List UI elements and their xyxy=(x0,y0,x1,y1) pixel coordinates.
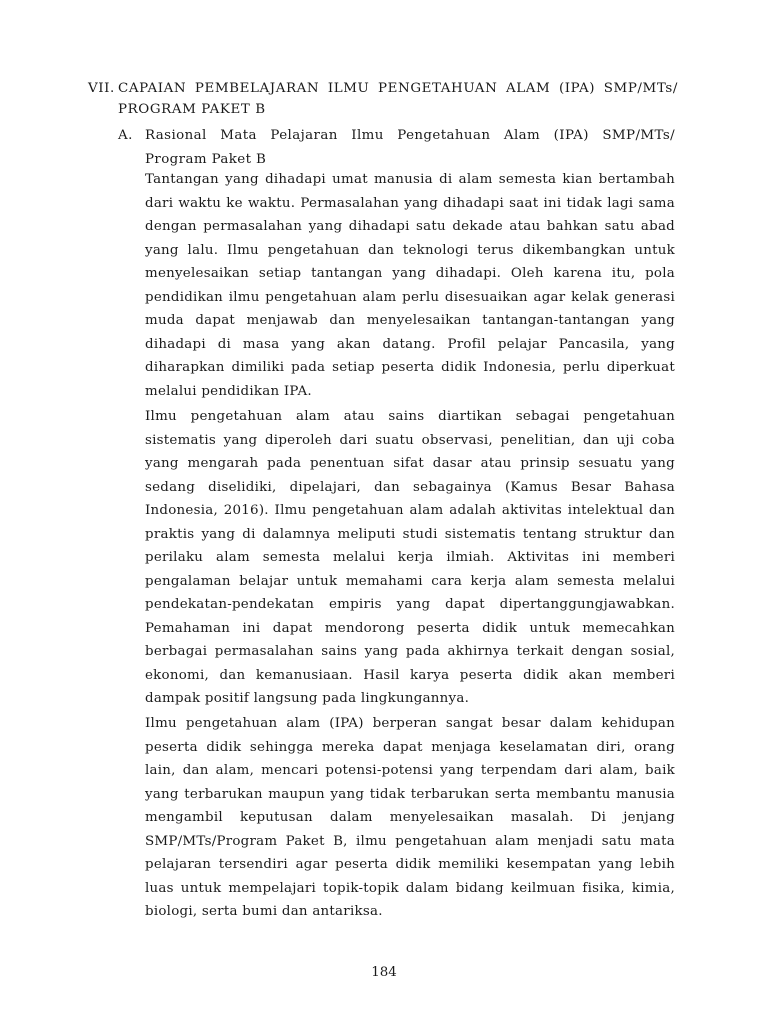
page-number: 184 xyxy=(371,965,397,980)
body-paragraph-3: Ilmu pengetahuan alam (IPA) berperan sangat besar dalam kehidupan peserta didik sehingga mereka dapat menjaga keselamatan diri, orang lain, dan alam, mencari potensi-potensi yang terpendam dari alam, baik yang terbarukan maupun yang tidak terbarukan serta membantu manusia mengambil keputusan dalam menyelesaikan masalah. Di jenjang SMP/MTs/Program Paket B, ilmu pengetahuan alam menjadi satu mata pelajaran tersendiri agar peserta didik memiliki kesempatan yang lebih luas untuk mempelajari topik-topik dalam bidang keilmuan fisika, kimia, biologi, serta bumi dan antariksa. xyxy=(145,716,675,919)
subsection-letter: A. xyxy=(118,128,133,143)
subsection-title: Rasional Mata Pelajaran Ilmu Pengetahuan Alam (IPA) SMP/MTs/ Program Paket B xyxy=(145,128,675,167)
section-heading xyxy=(88,78,678,120)
body-paragraph-2: Ilmu pengetahuan alam atau sains diartikan sebagai pengetahuan sistematis yang diperoleh dari suatu observasi, penelitian, dan uji coba yang mengarah pada penentuan sifat dasar atau prinsip sesuatu yang sedang diselidiki, dipelajari, dan sebagainya (Kamus Besar Bahasa Indonesia, 2016). Ilmu pengetahuan alam adalah aktivitas intelektual dan praktis yang di dalamnya meliputi studi sistematis tentang struktur dan perilaku alam semesta melalui kerja ilmiah. Aktivitas ini memberi pengalaman belajar untuk memahami cara kerja alam semesta melalui pendekatan-pendekatan empiris yang dapat dipertanggungjawabkan. Pemahaman ini dapat mendorong peserta didik untuk memecahkan berbagai permasalahan sains yang pada akhirnya terkait dengan sosial, ekonomi, dan kemanusiaan. Hasil karya peserta didik akan memberi dampak positif langsung pada lingkungannya. xyxy=(145,409,675,706)
section-number: VII. xyxy=(88,81,115,96)
subsection-heading xyxy=(118,124,675,172)
body-paragraph-1: Tantangan yang dihadapi umat manusia di alam semesta kian bertambah dari waktu ke waktu. Permasalahan yang dihadapi saat ini tidak lagi sama dengan permasalahan yang dihadapi satu dekade atau bahkan satu abad yang lalu. Ilmu pengetahuan dan teknologi terus dikembangkan untuk menyelesaikan setiap tantangan yang dihadapi. Oleh karena itu, pola pendidikan ilmu pengetahuan alam perlu disesuaikan agar kelak generasi muda dapat menjawab dan menyelesaikan tantangan-tantangan yang dihadapi di masa yang akan datang. Profil pelajar Pancasila, yang diharapkan dimiliki pada setiap peserta didik Indonesia, perlu diperkuat melalui pendidikan IPA. xyxy=(145,172,675,399)
section-title: CAPAIAN PEMBELAJARAN ILMU PENGETAHUAN ALAM (IPA) SMP/MTs/ PROGRAM PAKET B xyxy=(118,81,678,117)
